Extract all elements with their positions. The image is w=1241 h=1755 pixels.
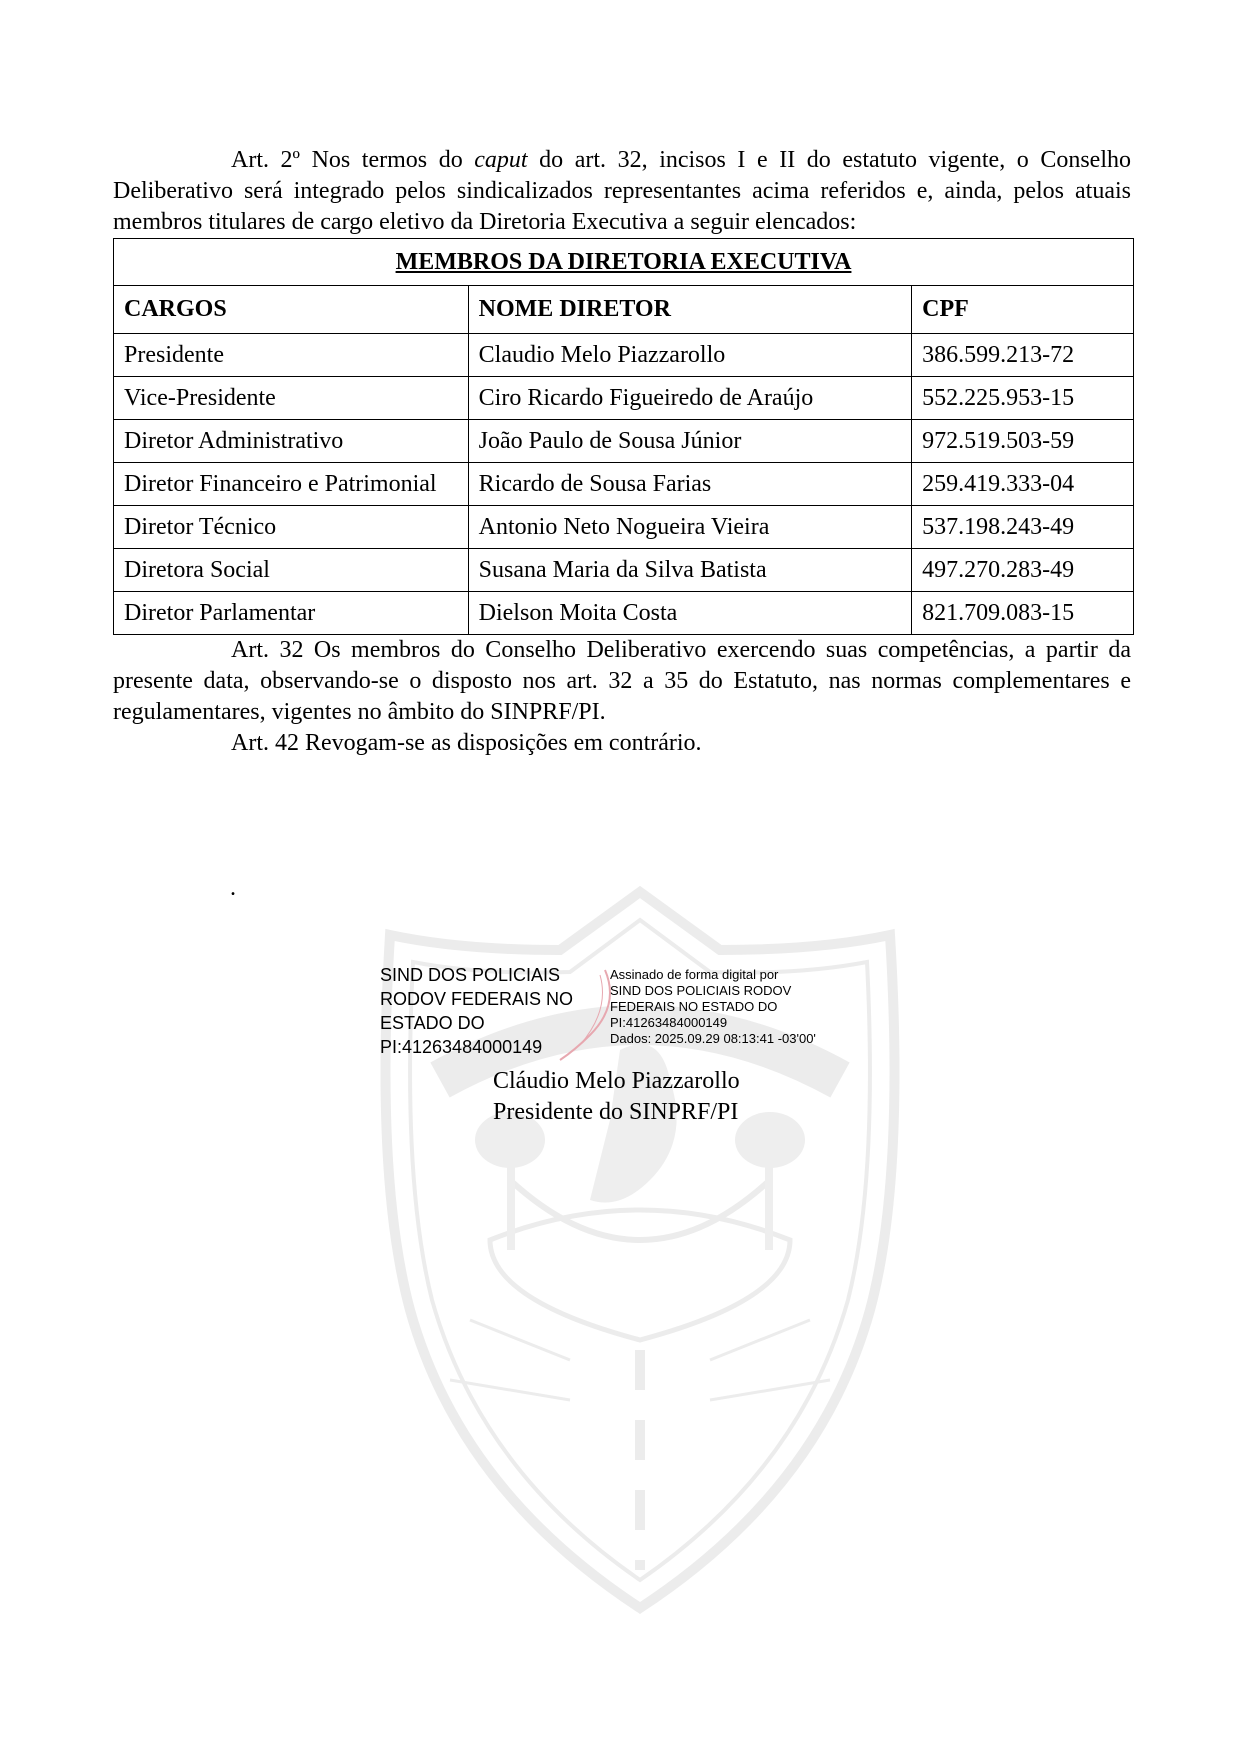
cell-nome: Claudio Melo Piazzarollo [468,334,911,377]
cell-cargo: Presidente [114,334,469,377]
article-4-paragraph: Art. 42 Revogam-se as disposições em contrário. [231,730,702,756]
signer-line: PI:41263484000149 [380,1037,543,1057]
table-row [114,506,1134,549]
digital-signature-details [610,967,940,1047]
table-row [114,377,1134,420]
article-2-caput-word: caput [474,147,528,173]
cell-cargo: Diretor Parlamentar [114,592,469,635]
article-2-text-start: Art. 2º Nos termos do [231,147,475,173]
digital-line: Assinado de forma digital por [610,967,779,982]
cell-cpf: 497.270.283-49 [912,549,1134,592]
table-row [114,334,1134,377]
cell-cpf: 821.709.083-15 [912,592,1134,635]
digital-line: PI:41263484000149 [610,1015,728,1030]
cell-nome: Susana Maria da Silva Batista [468,549,911,592]
executive-board-table [113,238,1134,635]
signer-line: SIND DOS POLICIAIS [380,965,561,985]
header-cargos: CARGOS [114,286,469,334]
cell-nome: Dielson Moita Costa [468,592,911,635]
cell-cpf: 552.225.953-15 [912,377,1134,420]
cell-cpf: 386.599.213-72 [912,334,1134,377]
cell-cpf: 537.198.243-49 [912,506,1134,549]
cell-cargo: Diretor Financeiro e Patrimonial [114,463,469,506]
cell-cpf: 972.519.503-59 [912,420,1134,463]
cell-cargo: Diretor Técnico [114,506,469,549]
table-row [114,549,1134,592]
cell-cargo: Vice-Presidente [114,377,469,420]
cell-cargo: Diretor Administrativo [114,420,469,463]
stray-dot: . [230,875,236,901]
cell-nome: Ricardo de Sousa Farias [468,463,911,506]
header-cpf: CPF [912,286,1134,334]
document-body [113,145,1131,759]
table-title: MEMBROS DA DIRETORIA EXECUTIVA [114,239,1134,286]
digital-line: FEDERAIS NO ESTADO DO [610,999,778,1014]
table-header-row [114,286,1134,334]
cell-nome: Ciro Ricardo Figueiredo de Araújo [468,377,911,420]
article-3-paragraph: Art. 32 Os membros do Conselho Deliberativo exercendo suas competências, a partir da presente data, observando-se o disposto nos art. 32 a 35 do Estatuto, nas normas complementares e regulamentares, vigentes no âmbito do SINPRF/PI. [113,637,1131,725]
signer-line: ESTADO DO [380,1013,485,1033]
signatory-role: Presidente do SINPRF/PI [493,1099,739,1125]
article-2-text-end: do art. 32, incisos I e II do estatuto vigente, o Conselho Deliberativo será integrado pelos sindicalizados representantes acima referidos e, ainda, pelos atuais membros titulares de cargo eletivo da Diretoria Executiva a seguir elencados: [113,147,1131,235]
cell-nome: Antonio Neto Nogueira Vieira [468,506,911,549]
article-2-paragraph [113,145,1131,238]
signatory-name-block [493,1066,740,1128]
header-nome-diretor: NOME DIRETOR [468,286,911,334]
signer-identity [380,963,600,1059]
table-row [114,420,1134,463]
digital-line: SIND DOS POLICIAIS RODOV [610,983,792,998]
table-row [114,592,1134,635]
signatory-name: Cláudio Melo Piazzarollo [493,1068,740,1094]
cell-nome: João Paulo de Sousa Júnior [468,420,911,463]
signer-line: RODOV FEDERAIS NO [380,989,574,1009]
table-row [114,463,1134,506]
digital-line: Dados: 2025.09.29 08:13:41 -03'00' [610,1031,816,1046]
cell-cpf: 259.419.333-04 [912,463,1134,506]
table-title-row [114,239,1134,286]
cell-cargo: Diretora Social [114,549,469,592]
